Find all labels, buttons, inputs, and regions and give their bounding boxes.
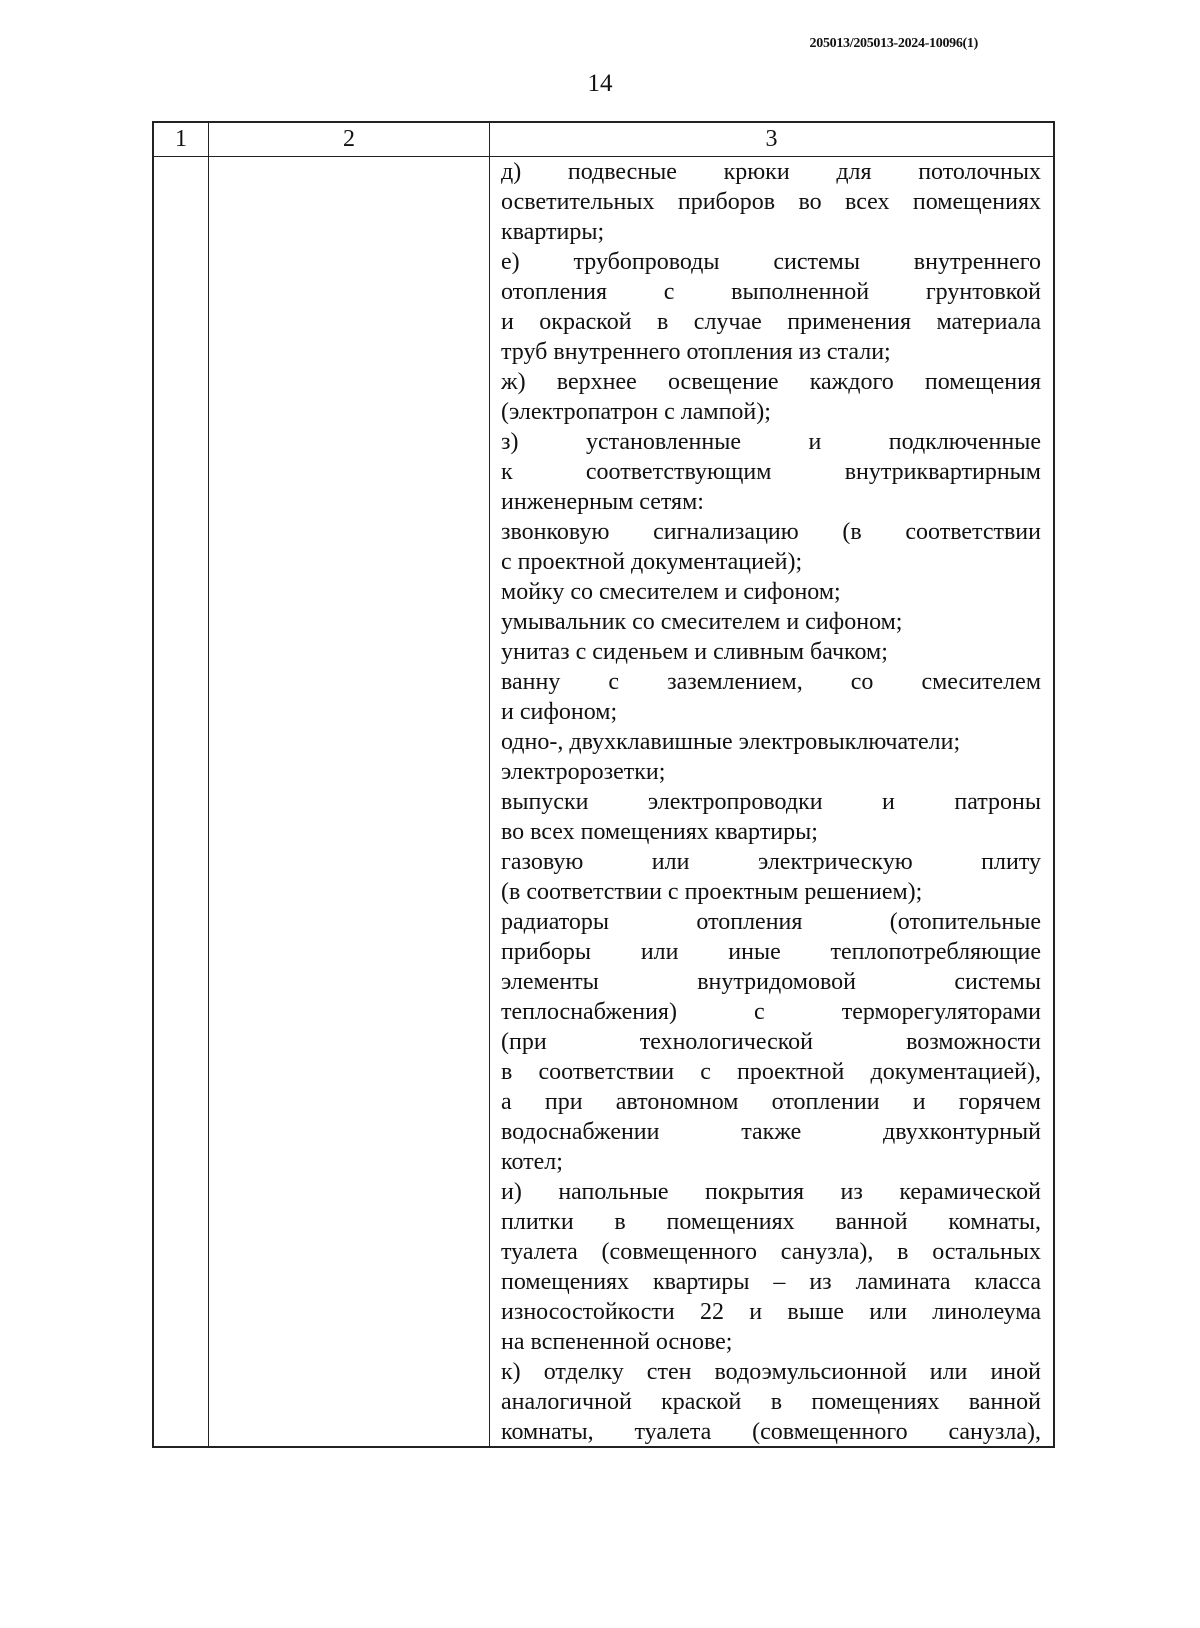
column-header-3: 3 — [765, 126, 778, 152]
text-line: к соответствующим внутриквартирным — [501, 459, 1041, 485]
content-table — [152, 121, 1055, 1448]
text-line: и окраской в случае применения материала — [501, 309, 1041, 335]
text-line: газовую или электрическую плиту — [501, 849, 1041, 875]
text-line: ванну с заземлением, со смесителем — [501, 669, 1041, 695]
text-line: теплоснабжения) с терморегуляторами — [501, 999, 1041, 1025]
text-line: туалета (совмещенного санузла), в остальных — [501, 1239, 1041, 1265]
text-line: з) установленные и подключенные — [501, 429, 1041, 455]
text-line: инженерным сетям: — [501, 489, 704, 515]
page-number: 14 — [587, 70, 613, 97]
text-line: умывальник со смесителем и сифоном; — [501, 609, 903, 635]
text-line: к) отделку стен водоэмульсионной или иной — [501, 1359, 1041, 1385]
text-line: радиаторы отопления (отопительные — [501, 909, 1041, 935]
text-line: и) напольные покрытия из керамической — [501, 1179, 1041, 1205]
text-line: д) подвесные крюки для потолочных — [501, 159, 1041, 185]
document-number: 205013/205013-2024-10096(1) — [809, 36, 978, 51]
text-line: на вспененной основе; — [501, 1329, 733, 1355]
text-line: котел; — [501, 1149, 563, 1175]
column-3-text — [501, 157, 1041, 1447]
text-line: во всех помещениях квартиры; — [501, 819, 818, 845]
text-line: и сифоном; — [501, 699, 618, 725]
text-line: с проектной документацией); — [501, 549, 803, 575]
column-divider — [489, 123, 490, 1446]
text-line: плитки в помещениях ванной комнаты, — [501, 1209, 1041, 1235]
text-line: водоснабжении также двухконтурный — [501, 1119, 1041, 1145]
column-header-1: 1 — [175, 126, 187, 152]
text-line: а при автономном отоплении и горячем — [501, 1089, 1041, 1115]
text-line: приборы или иные теплопотребляющие — [501, 939, 1041, 965]
text-line: аналогичной краской в помещениях ванной — [501, 1389, 1041, 1415]
text-line: отопления с выполненной грунтовкой — [501, 279, 1041, 305]
text-line: звонковую сигнализацию (в соответствии — [501, 519, 1041, 545]
text-line: (при технологической возможности — [501, 1029, 1041, 1055]
text-line: одно-, двухклавишные электровыключатели; — [501, 729, 961, 755]
text-line: мойку со смесителем и сифоном; — [501, 579, 841, 605]
text-line: квартиры; — [501, 219, 605, 245]
text-line: электророзетки; — [501, 759, 666, 785]
column-header-2: 2 — [343, 126, 355, 152]
text-line: унитаз с сиденьем и сливным бачком; — [501, 639, 888, 665]
text-line: труб внутреннего отопления из стали; — [501, 339, 891, 365]
text-line: (электропатрон с лампой); — [501, 399, 771, 425]
text-line: помещениях квартиры – из ламината класса — [501, 1269, 1041, 1295]
text-line: осветительных приборов во всех помещениях — [501, 189, 1041, 215]
text-line: (в соответствии с проектным решением); — [501, 879, 923, 905]
text-line: комнаты, туалета (совмещенного санузла), — [501, 1419, 1041, 1445]
text-line: ж) верхнее освещение каждого помещения — [501, 369, 1041, 395]
text-line: е) трубопроводы системы внутреннего — [501, 249, 1041, 275]
column-divider — [208, 123, 209, 1446]
text-line: элементы внутридомовой системы — [501, 969, 1041, 995]
text-line: износостойкости 22 и выше или линолеума — [501, 1299, 1041, 1325]
text-line: выпуски электропроводки и патроны — [501, 789, 1041, 815]
text-line: в соответствии с проектной документацией), — [501, 1059, 1041, 1085]
